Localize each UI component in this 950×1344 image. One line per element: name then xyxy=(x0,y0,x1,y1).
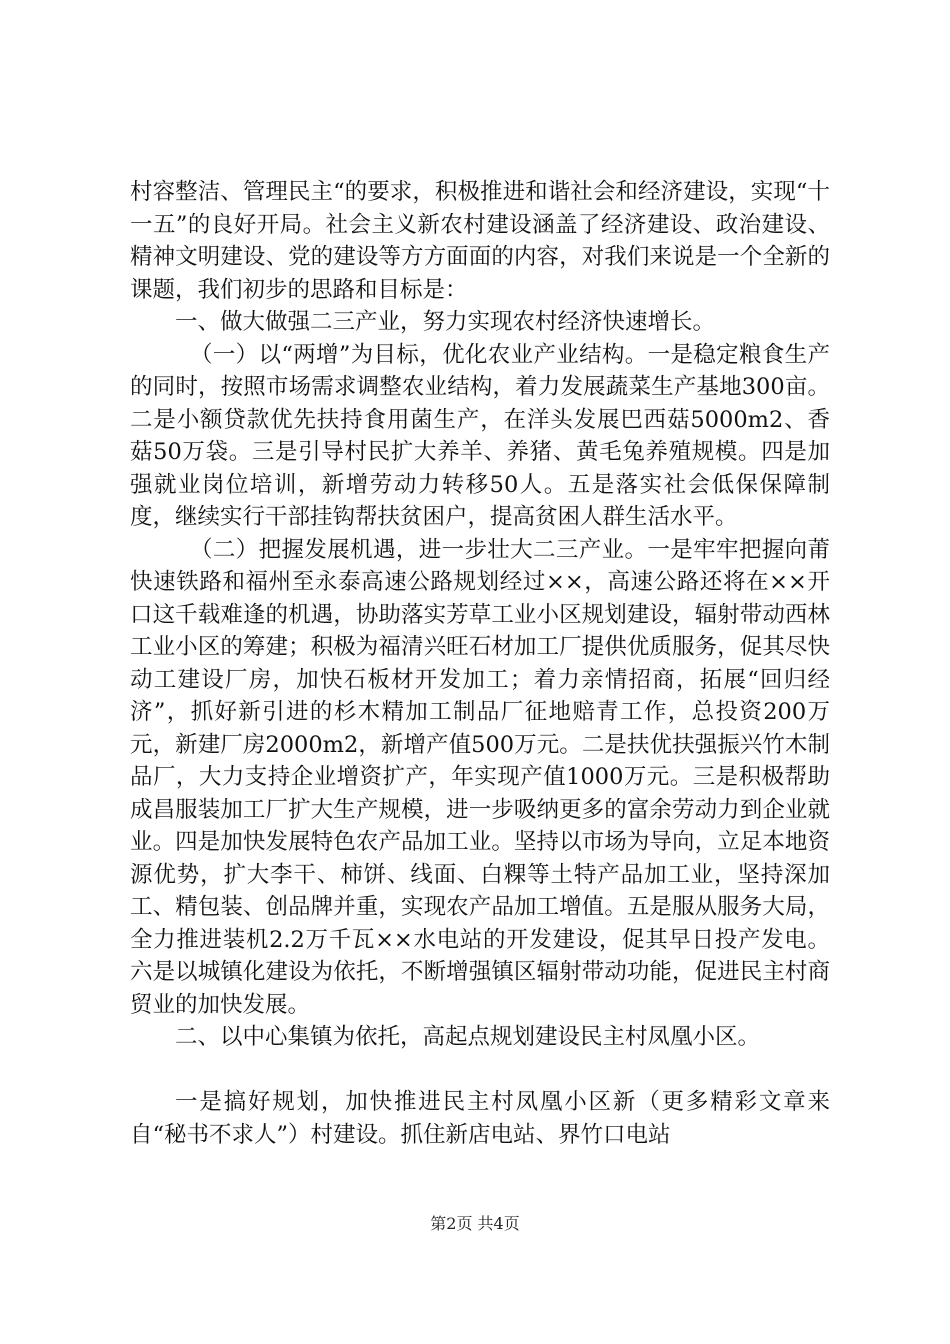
page-footer: 第2页 共4页 xyxy=(430,1214,520,1233)
paragraph-intro: 村容整洁、管理民主“的要求，积极推进和谐社会和经济建设，实现“十一五”的良好开局。社会主义新农村建设涵盖了经济建设、政治建设、精神文明建设、党的建设等方方面面的内容，对我们来说是一个全新的课题，我们初步的思路和目标是： xyxy=(130,179,830,303)
section-heading-1: 一、做大做强二三产业，努力实现农村经济快速增长。 xyxy=(175,309,716,335)
document-body xyxy=(130,176,830,1151)
paragraph-subsection-1: （一）以“两增”为目标，优化农业产业结构。一是稳定粮食生产的同时，按照市场需求调整农业结构，着力发展蔬菜生产基地300亩。二是小额贷款优先扶持食用菌生产，在洋头发展巴西菇5000m2、香菇50万袋。三是引导村民扩大养羊、养猪、黄毛兔养殖规模。四是加强就业岗位培训，新增劳动力转移50人。五是落实社会低保保障制度，继续实行干部挂钩帮扶贫困户，提高贫困人群生活水平。 xyxy=(130,341,830,530)
paragraph-planning: 一是搞好规划，加快推进民主村凤凰小区新（更多精彩文章来自“秘书不求人”）村建设。抓住新店电站、界竹口电站 xyxy=(130,1089,830,1148)
section-heading-2: 二、以中心集镇为依托，高起点规划建设民主村凤凰小区。 xyxy=(175,1024,761,1050)
paragraph-subsection-2: （二）把握发展机遇，进一步壮大二三产业。一是牢牢把握向莆快速铁路和福州至永泰高速公路规划经过××，高速公路还将在××开口这千载难逢的机遇，协助落实芳草工业小区规划建设，辐射带动西林工业小区的筹建；积极为福清兴旺石材加工厂提供优质服务，促其尽快动工建设厂房，加快石板材开发加工；着力亲情招商，拓展“回归经济”，抓好新引进的杉木精加工制品厂征地赔青工作，总投资200万元，新建厂房2000m2，新增产值500万元。二是扶优扶强振兴竹木制品厂，大力支持企业增资扩产，年实现产值1000万元。三是积极帮助成昌服装加工厂扩大生产规模，进一步吸纳更多的富余劳动力到企业就业。四是加快发展特色农产品加工业。坚持以市场为导向，立足本地资源优势，扩大李干、柿饼、线面、白粿等土特产品加工业，坚持深加工、精包装、创品牌并重，实现农产品加工增值。五是服从服务大局，全力推进装机2.2万千瓦××水电站的开发建设，促其早日投产发电。六是以城镇化建设为依托，不断增强镇区辐射带动功能，促进民主村商贸业的加快发展。 xyxy=(130,536,830,1018)
